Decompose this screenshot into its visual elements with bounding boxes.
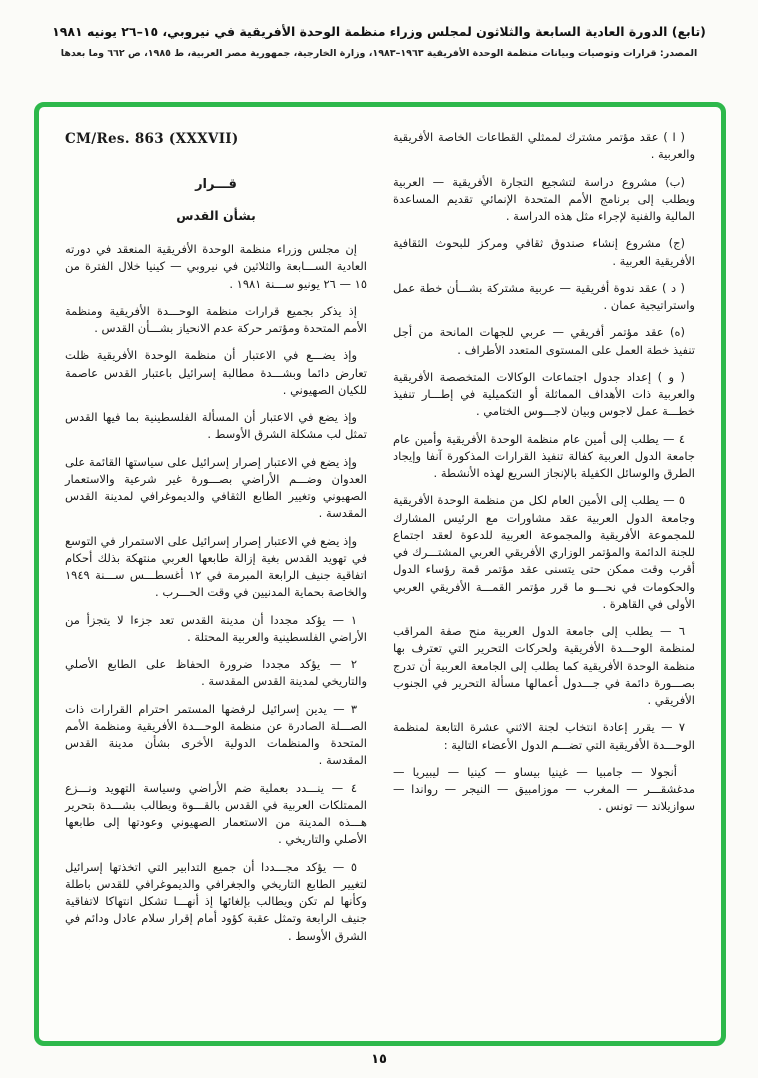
- recalling-paragraph: إذ يذكر بجميع قرارات منظمة الوحـــدة الأفريقية ومنظمة الأمم المتحدة ومؤتمر حركة عدم الانحياز بشـــأن القدس .: [65, 303, 367, 335]
- operative-clause-5: ٥ — يؤكد مجـــددا أن جميع التدابير التي اتخذتها إسرائيل لتغيير الطابع التاريخي والجغرافي والديموغرافي للقدس باطلة وكأنها لم تكن ويطالب بإلغائها إذ أنهـــا تشكل انتهاكا لاتفاقية جنيف الرابعة وتمثل عقبة كؤود أمام إقرار سلام عادل ودائم في الشرق الأوسط .: [65, 859, 367, 943]
- resolution-reference: CM/Res. 863 (XXXVII): [65, 131, 239, 147]
- document-columns: [39, 107, 721, 977]
- considering-paragraph-4: وإذ يضع في الاعتبار إصرار إسرائيل على الاستمرار في التوسع في تهويد القدس بغية إزالة طابعها العربي منتهكة بذلك أحكام اتفاقية جنيف الرابعة المبرمة في ١٢ أغسطـــس ســـنة ١٩٤٩ والخاصة بحماية المدنيين في وقت الحـــرب .: [65, 533, 367, 600]
- operative-clause-3: ٣ — يدين إسرائيل لرفضها المستمر احترام القرارات ذات الصـــلة الصادرة عن منظمة الوحـــدة الأفريقية ومنظمة الأمم المتحدة والمنظمات الدولية الأخرى بشأن مدينة القدس المقدسة .: [65, 701, 367, 768]
- member-states-list: أنجولا — جامبيا — غينيا بيساو — كينيا — ليبيريا — مدغشقـــر — المغرب — موزامبيق — النيجر — رواندا — سوازيلاند — تونس .: [393, 764, 695, 814]
- paragraph-item-c: (ج) مشروع إنشاء صندوق ثقافي ومركز للبحوث الثقافية الأفريقية العربية .: [393, 236, 695, 268]
- header-source-line: المصدر: قرارات وتوصيات وبيانات منظمة الوحدة الأفريقية ١٩٦٣–١٩٨٣، وزارة الخارجية، جمهورية مصر العربية، ط ١٩٨٥، ص ٦٦٢ وما بعدها: [60, 48, 698, 59]
- operative-clause-2: ٢ — يؤكد مجددا ضرورة الحفاظ على الطابع الأصلي والتاريخي لمدينة القدس المقدسة .: [65, 657, 367, 689]
- document-frame: [34, 102, 726, 1046]
- operative-clause-1: ١ — يؤكد مجددا أن مدينة القدس تعد جزءا لا يتجزأ من الأراضي الفلسطينية والعربية المحتلة .: [65, 612, 367, 644]
- resolution-subtitle: بشأن القدس: [176, 208, 256, 223]
- preamble-paragraph: إن مجلس وزراء منظمة الوحدة الأفريقية المنعقد في دورته العادية الســـابعة والثلاثين في نيروبي — كينيا خلال الفترة من ١٥ — ٢٦ يونيو ســـنة ١٩٨١ .: [65, 242, 367, 291]
- left-column: [65, 129, 367, 955]
- page-header: [0, 0, 758, 59]
- paragraph-clause-5: ٥ — يطلب إلى الأمين العام لكل من منظمة الوحدة الأفريقية وجامعة الدول العربية عقد مشاورات مع الرئيس المشارك للمجموعة الأفريقية والمجموعة العربية للدعوة لعقد اجتماع للجنة الدائمة والمؤتمر الوزاري الأفريقي العربي المشتـــرك في أقرب وقت ممكن حتى يتسنى عقد مؤتمر قمة رؤساء الدول والحكومات في نحـــو ما قرر مؤتمر القمـــة الأفريقي العربي الأولى في القاهرة .: [393, 493, 695, 611]
- paragraph-clause-7: ٧ — يقرر إعادة انتخاب لجنة الاثني عشرة التابعة لمنظمة الوحـــدة الأفريقية التي تضـــم الدول الأعضاء التالية :: [393, 720, 695, 752]
- paragraph-item-d: ( د ) عقد ندوة أفريقية — عربية مشتركة بشـــأن خطة عمل واستراتيجية عمان .: [393, 280, 695, 312]
- paragraph-clause-6: ٦ — يطلب إلى جامعة الدول العربية منح صفة المراقب لمنظمة الوحـــدة الأفريقية ولحركات التحرير التي تعترف بها منظمة الوحدة الأفريقية كما يطلب إلى الجامعة العربية أن تدرج بصـــورة دائمة في جـــدول أعمالها مسألة التحرير في الجنوب الأفريقي .: [393, 624, 695, 707]
- paragraph-item-a: ( ا ) عقد مؤتمر مشترك لممثلي القطاعات الخاصة الأفريقية والعربية .: [393, 130, 695, 162]
- right-column: [393, 129, 695, 955]
- considering-paragraph-3: وإذ يضع في الاعتبار إصرار إسرائيل على سياستها القائمة على العدوان وضـــم الأراضي بصـــورة غير شرعية والاستعمار الصهيوني وتغيير الطابع الثقافي والديموغرافي لمدينة القدس المقدسة .: [65, 454, 367, 521]
- paragraph-item-f: ( و ) إعداد جدول اجتماعات الوكالات المتخصصة الأفريقية والعربية ذات الأهداف المماثلة أو التكميلية في إطـــار تنفيذ خطـــة عمل لاجوس وبيان لاجـــوس الختامي .: [393, 369, 695, 419]
- paragraph-clause-4: ٤ — يطلب إلى أمين عام منظمة الوحدة الأفريقية وأمين عام جامعة الدول العربية كفالة تنفيذ القرارات المذكورة آنفا وإيجاد الطرق والوسائل الكفيلة بالإنجاز السريع لهذه الأنشطة .: [393, 431, 695, 480]
- page-number: ١٥: [371, 1052, 387, 1067]
- considering-paragraph-1: وإذ يضـــع في الاعتبار أن منظمة الوحدة الأفريقية ظلت تعارض دائما وبشـــدة مطالبة إسرائيل باعتبار القدس عاصمة للكيان الصهيوني .: [65, 348, 367, 397]
- paragraph-item-b: (ب) مشروع دراسة لتشجيع التجارة الأفريقية — العربية ويطلب إلى برنامج الأمم المتحدة الإنمائي تقديم المساعدة المالية والفنية لإجراء مثل هذه الدراسة .: [393, 174, 695, 223]
- operative-clause-4: ٤ — ينـــدد بعملية ضم الأراضي وسياسة التهويد ونـــزع الممتلكات العربية في القدس بالقـــوة ويطالب بشـــدة بتحرير هـــذه المدينة من الاستعمار الصهيوني وعودتها إلى طابعها الأصلي والتاريخي .: [65, 780, 367, 847]
- paragraph-item-e: (ه) عقد مؤتمر أفريقي — عربي للجهات المانحة من أجل تنفيذ خطة العمل على المستوى المتعدد الأطراف .: [393, 325, 695, 357]
- considering-paragraph-2: وإذ يضع في الاعتبار أن المسألة الفلسطينية بما فيها القدس تمثل لب مشكلة الشرق الأوسط .: [65, 410, 367, 442]
- resolution-title: قـــرار: [195, 177, 237, 192]
- header-title: (تابع) الدورة العادية السابعة والثلاثون لمجلس وزراء منظمة الوحدة الأفريقية في نيروبي، ١٥–٢٦ يونيه ١٩٨١: [52, 24, 706, 39]
